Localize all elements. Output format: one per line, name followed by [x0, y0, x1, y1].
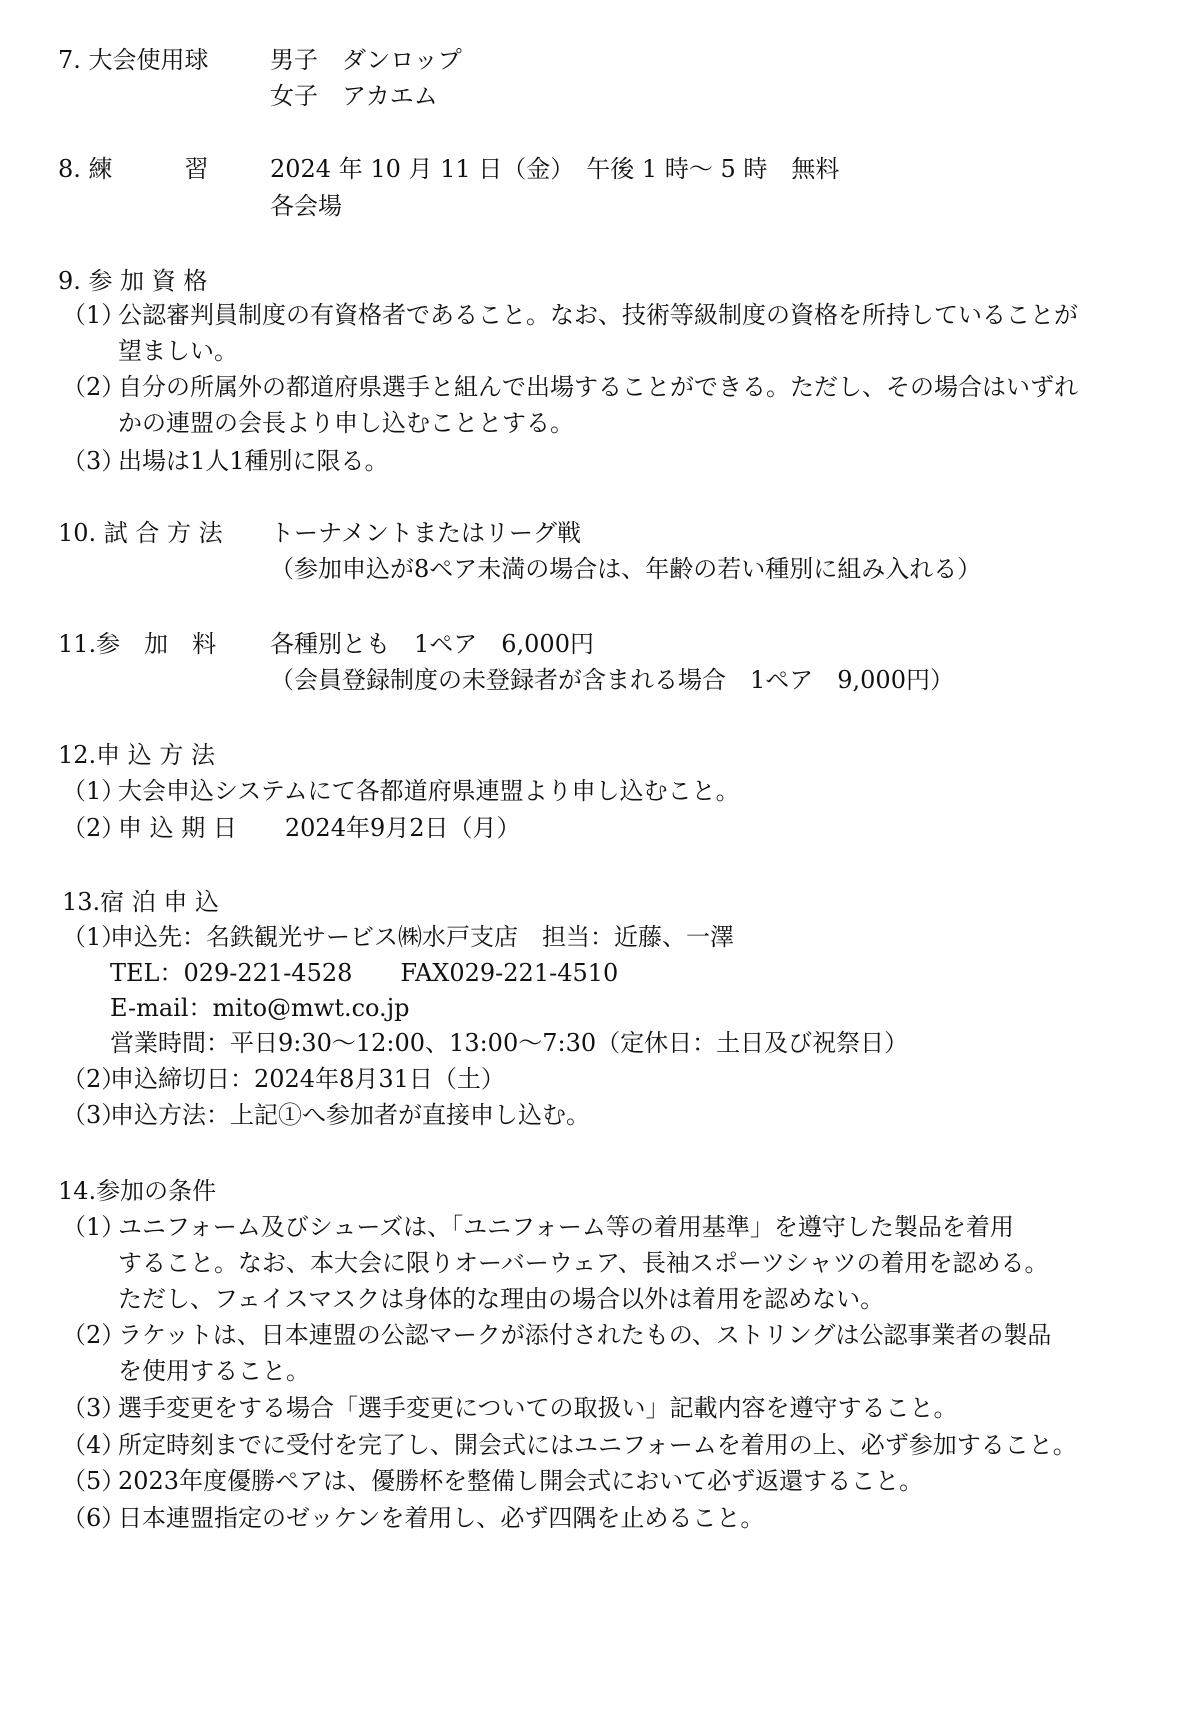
- section-8-line-2: 各会場: [270, 192, 342, 220]
- section-13-item-2-text: 申込締切日：2024年8月31日（土）: [110, 1065, 505, 1093]
- section-8-label: 8. 練 習: [58, 155, 209, 183]
- section-12-item-1-text: 大会申込システムにて各都道府県連盟より申し込むこと。: [118, 777, 740, 805]
- section-14-item-1-line-3: ただし、フェイスマスクは身体的な理由の場合以外は着用を認めない。: [118, 1285, 885, 1313]
- section-9-item-2-line-1: 自分の所属外の都道府県選手と組んで出場することができる。ただし、その場合はいずれ: [118, 373, 1078, 401]
- section-14-item-2-line-1: ラケットは、日本連盟の公認マークが添付されたもの、ストリングは公認事業者の製品: [118, 1321, 1052, 1349]
- section-10-line-1: トーナメントまたはリーグ戦: [270, 519, 582, 547]
- section-9-item-1-line-2: 望ましい。: [118, 337, 238, 365]
- section-11-line-2: （会員登録制度の未登録者が含まれる場合 1ペア 9,000円）: [270, 666, 954, 694]
- section-12-item-1-num: （1）: [62, 777, 126, 805]
- section-13-item-1-num: （1）: [62, 923, 126, 951]
- section-14-item-5-line-1: 2023年度優勝ペアは、優勝杯を整備し開会式において必ず返還すること。: [118, 1467, 924, 1495]
- section-11-line-1: 各種別とも 1ペア 6,000円: [270, 630, 594, 658]
- section-13-tel-fax: TEL：029-221-4528 FAX029-221-4510: [110, 959, 619, 987]
- section-12-item-2-text: 申 込 期 日 2024年9月2日（月）: [118, 814, 521, 842]
- section-14-item-1-line-2: すること。なお、本大会に限りオーバーウェア、長袖スポーツシャツの着用を認める。: [118, 1249, 1049, 1277]
- section-13-label: 13.宿 泊 申 込: [62, 888, 220, 916]
- section-14-item-6-line-1: 日本連盟指定のゼッケンを着用し、必ず四隅を止めること。: [118, 1504, 765, 1532]
- section-13-item-2-num: （2）: [62, 1065, 126, 1093]
- section-14-item-5-num: （5）: [62, 1467, 126, 1495]
- section-9-item-3-num: （3）: [62, 447, 126, 475]
- section-14-item-4-line-1: 所定時刻までに受付を完了し、開会式にはユニフォームを着用の上、必ず参加すること。: [118, 1431, 1077, 1459]
- section-14-item-1-line-1: ユニフォーム及びシューズは、「ユニフォーム等の着用基準」を遵守した製品を着用: [118, 1213, 1014, 1241]
- section-10-line-2: （参加申込が8ペア未満の場合は、年齢の若い種別に組み入れる）: [270, 555, 982, 583]
- section-8-line-1: 2024 年 10 月 11 日（金） 午後 1 時～ 5 時 無料: [270, 155, 840, 183]
- section-7-label: 7. 大会使用球: [58, 46, 209, 74]
- section-11-label: 11.参 加 料: [58, 630, 217, 658]
- section-9-item-2-num: （2）: [62, 373, 126, 401]
- section-9-item-3-line-1: 出場は1人1種別に限る。: [118, 447, 389, 475]
- section-14-item-6-num: （6）: [62, 1504, 126, 1532]
- section-14-label: 14.参加の条件: [58, 1177, 217, 1205]
- section-14-item-1-num: （1）: [62, 1213, 126, 1241]
- section-9-label: 9. 参 加 資 格: [58, 267, 208, 295]
- section-14-item-2-line-2: を使用すること。: [118, 1357, 310, 1385]
- section-7-line-2: 女子 アカエム: [270, 82, 438, 110]
- section-13-item-3-num: （3）: [62, 1101, 126, 1129]
- section-13-item-3-text: 申込方法：上記①へ参加者が直接申し込む。: [110, 1101, 590, 1129]
- section-13-email: E-mail：mito@mwt.co.jp: [110, 994, 410, 1022]
- section-13-hours: 営業時間：平日9:30～12:00、13:00～7:30（定休日：土日及び祝祭日）: [110, 1029, 909, 1057]
- section-9-item-1-line-1: 公認審判員制度の有資格者であること。なお、技術等級制度の資格を所持していることが: [118, 301, 1078, 329]
- section-14-item-4-num: （4）: [62, 1431, 126, 1459]
- section-12-label: 12.申 込 方 法: [58, 741, 216, 769]
- section-10-label: 10. 試 合 方 法: [58, 519, 223, 547]
- section-9-item-1-num: （1）: [62, 301, 126, 329]
- section-7-line-1: 男子 ダンロップ: [270, 46, 462, 74]
- section-12-item-2-num: （2）: [62, 814, 126, 842]
- section-13-item-1-text: 申込先：名鉄観光サービス㈱水戸支店 担当：近藤、一澤: [110, 923, 734, 951]
- section-14-item-3-num: （3）: [62, 1394, 126, 1422]
- section-9-item-2-line-2: かの連盟の会長より申し込むこととする。: [118, 409, 574, 437]
- section-14-item-3-line-1: 選手変更をする場合「選手変更についての取扱い」記載内容を遵守すること。: [118, 1394, 958, 1422]
- section-14-item-2-num: （2）: [62, 1321, 126, 1349]
